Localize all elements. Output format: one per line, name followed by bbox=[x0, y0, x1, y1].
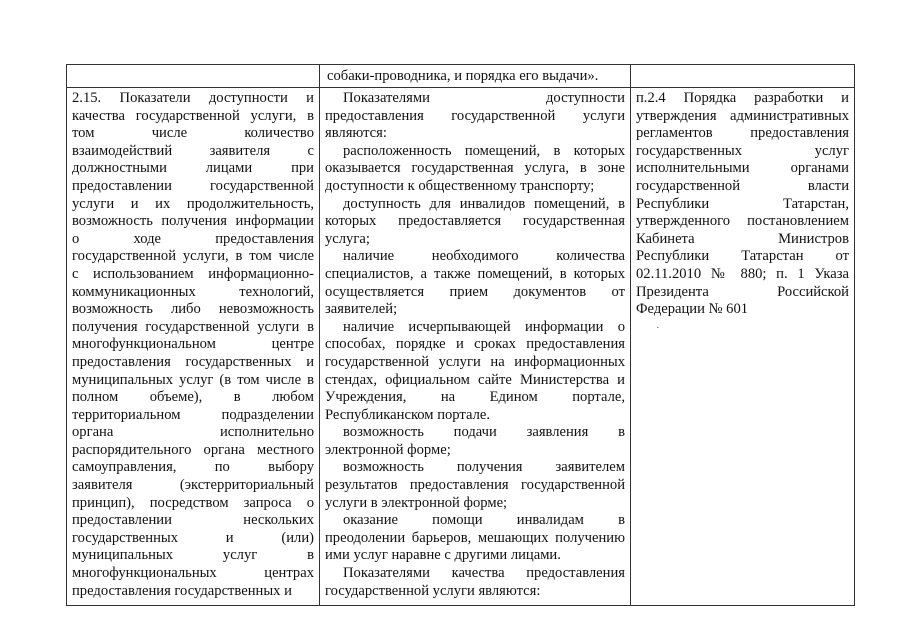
col1-line: принцип), посредством запроса о bbox=[72, 494, 314, 511]
table-row-2-15 bbox=[67, 88, 855, 606]
col1-line: предоставлении государственной bbox=[72, 177, 314, 194]
col1-line: о ходе предоставления bbox=[72, 230, 314, 247]
col1-line: возможность либо невозможность bbox=[72, 301, 314, 318]
col1-line: возможность получения информации bbox=[72, 213, 314, 230]
col2-line: электронной форме; bbox=[325, 441, 451, 458]
cell-continuation-empty-left bbox=[67, 65, 320, 88]
col2-line: Показателями качества предоставления bbox=[343, 565, 625, 582]
col2-line: возможность подачи заявления в bbox=[343, 424, 625, 441]
table-row-continuation bbox=[67, 65, 855, 88]
col2-line: которых предоставляется государственная bbox=[325, 213, 625, 230]
col2-line: услуга; bbox=[325, 230, 370, 247]
col3-line: государственных услуг bbox=[636, 142, 849, 159]
col2-line: результатов предоставления государственной bbox=[325, 477, 625, 494]
col1-line: многофункциональном центре bbox=[72, 336, 314, 353]
col2-line: способах, порядке и сроках предоставления bbox=[325, 336, 625, 353]
cell-indicator-content bbox=[320, 88, 631, 606]
col1-line: качества государственной услуги, в bbox=[72, 107, 314, 124]
col1-line: распорядительного органа местного bbox=[72, 441, 314, 458]
cell-legal-basis bbox=[631, 88, 855, 606]
col2-line: государственной услуги на информационных bbox=[325, 353, 625, 370]
col1-line: муниципальных услуг (в том числе в bbox=[72, 371, 314, 388]
indicator-name-text bbox=[67, 88, 319, 600]
col2-line: предоставления государственной услуги bbox=[325, 107, 625, 124]
col2-line: являются: bbox=[325, 125, 387, 142]
col1-line: предоставления государственных и bbox=[72, 582, 292, 599]
legal-basis-text bbox=[631, 88, 854, 319]
col1-line: заявителя (экстерриториальный bbox=[72, 477, 314, 494]
continuation-text: собаки-проводника, и порядка его выдачи». bbox=[327, 68, 599, 84]
col1-line: взаимодействий заявителя с bbox=[72, 142, 314, 159]
col2-line: осуществляется прием документов от bbox=[325, 283, 625, 300]
indicator-content-text bbox=[320, 88, 630, 600]
col1-line: том числе количество bbox=[72, 125, 314, 142]
col2-line: наличие исчерпывающей информации о bbox=[343, 318, 625, 335]
col1-line: должностными лицами при bbox=[72, 160, 314, 177]
col1-line: органа исполнительно bbox=[72, 424, 314, 441]
col2-line: расположенность помещений, в которых bbox=[343, 142, 625, 159]
col2-line: оказывается государственная услуга, в зоне bbox=[325, 160, 625, 177]
col3-line: 02.11.2010 № 880; п. 1 Указа bbox=[636, 265, 849, 282]
col1-line: услуги и их продолжительность, bbox=[72, 195, 314, 212]
cell-continuation-empty-right bbox=[631, 65, 855, 88]
col3-line: Федерации № 601 bbox=[636, 301, 749, 318]
stray-scan-mark: · bbox=[656, 322, 660, 334]
cell-indicator-name bbox=[67, 88, 320, 606]
col1-line: коммуникационных технологий, bbox=[72, 283, 314, 300]
col2-line: Республиканском портале. bbox=[325, 406, 490, 423]
col3-line: Республики Татарстан от bbox=[636, 248, 849, 265]
col1-line: государственной услуги, в том числе bbox=[72, 248, 314, 265]
col3-line: Республики Татарстан, bbox=[636, 195, 849, 212]
col1-line: предоставлении нескольких bbox=[72, 512, 314, 529]
col1-line: 2.15. Показатели доступности и bbox=[72, 90, 314, 106]
col3-line: утверждения административных bbox=[636, 107, 849, 124]
col3-line: исполнительными органами bbox=[636, 160, 849, 177]
col3-line: государственной власти bbox=[636, 177, 849, 194]
col2-line: Показателями доступности bbox=[343, 90, 625, 106]
col1-line: получения государственной услуги в bbox=[72, 318, 314, 335]
cell-continuation-text bbox=[320, 65, 631, 88]
col2-line: стендах, официальном сайте Министерства и bbox=[325, 371, 625, 388]
col2-line: специалистов, а также помещений, в которых bbox=[325, 265, 625, 282]
col2-line: Учреждения, на Едином портале, bbox=[325, 389, 625, 406]
col2-line: услуги в электронной форме; bbox=[325, 494, 508, 511]
col1-line: полном объеме), в любом bbox=[72, 389, 314, 406]
col1-line: с использованием информационно- bbox=[72, 265, 314, 282]
col2-line: доступности к общественному транспорту; bbox=[325, 177, 595, 194]
col1-line: многофункциональных центрах bbox=[72, 565, 314, 582]
col2-line: заявителей; bbox=[325, 301, 398, 318]
col2-line: наличие необходимого количества bbox=[343, 248, 625, 265]
regulation-table bbox=[66, 64, 855, 606]
col2-line: государственной услуги являются: bbox=[325, 582, 541, 599]
col1-line: государственных и (или) bbox=[72, 529, 314, 546]
col2-line: доступность для инвалидов помещений, в bbox=[343, 195, 625, 212]
col3-line: Президента Российской bbox=[636, 283, 849, 300]
col3-line: п.2.4 Порядка разработки и bbox=[636, 90, 849, 106]
col1-line: территориальном подразделении bbox=[72, 406, 314, 423]
col2-line: преодолении барьеров, мешающих получению bbox=[325, 529, 625, 546]
col2-line: ими услуг наравне с другими лицами. bbox=[325, 547, 561, 564]
col3-line: регламентов предоставления bbox=[636, 125, 849, 142]
col1-line: муниципальных услуг в bbox=[72, 547, 314, 564]
col1-line: самоуправления, по выбору bbox=[72, 459, 314, 476]
col2-line: оказание помощи инвалидам в bbox=[343, 512, 625, 529]
col2-line: возможность получения заявителем bbox=[343, 459, 625, 476]
col1-line: предоставления государственных и bbox=[72, 353, 314, 370]
col3-line: Кабинета Министров bbox=[636, 230, 849, 247]
col3-line: утвержденного постановлением bbox=[636, 213, 849, 230]
